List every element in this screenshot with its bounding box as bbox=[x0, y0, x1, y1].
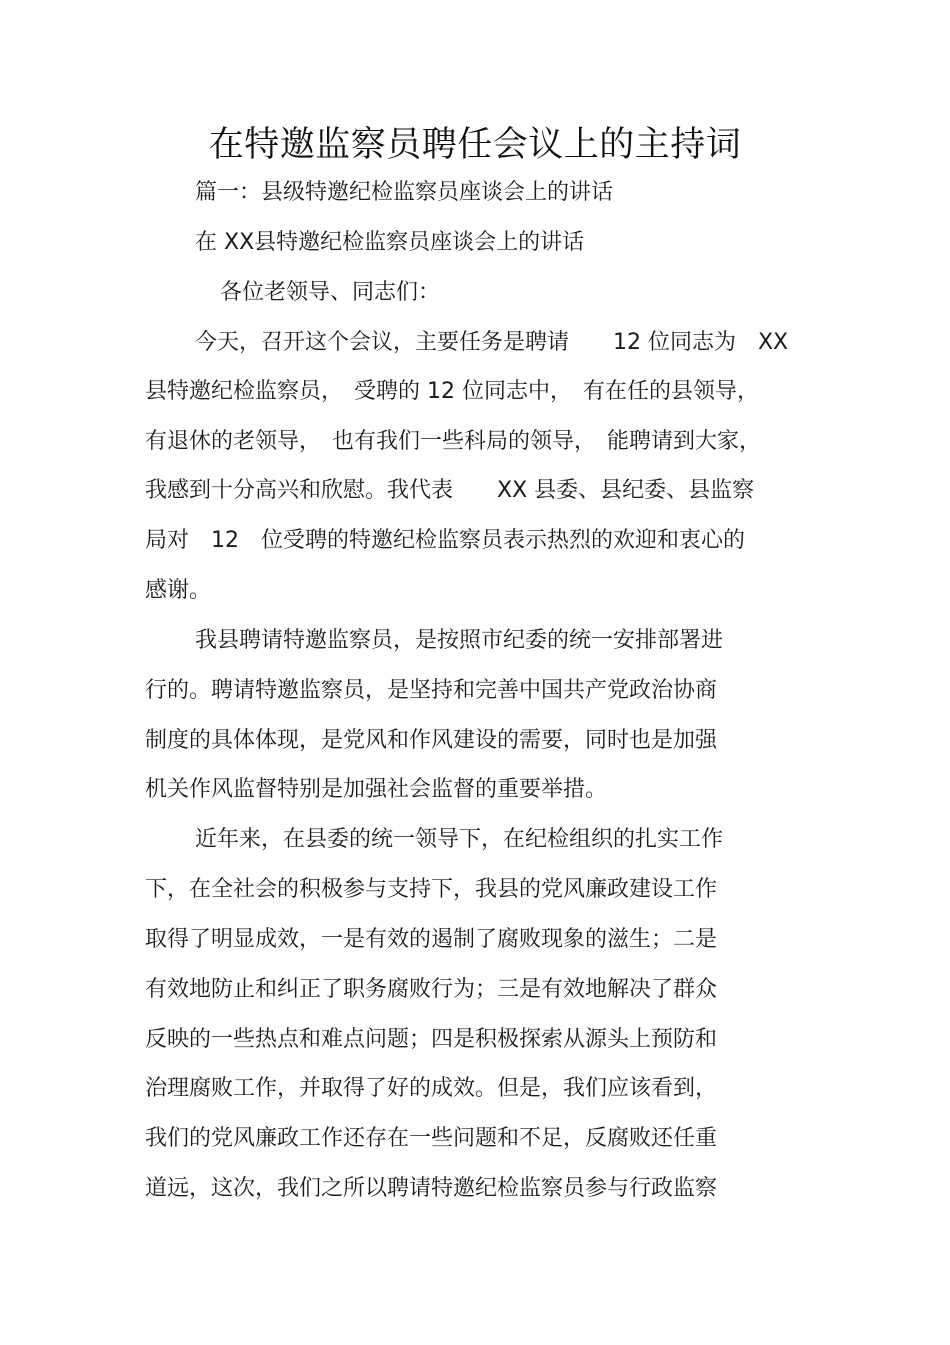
paragraph-line: 治理腐败工作，并取得了好的成效。但是，我们应该看到， bbox=[145, 1076, 718, 1101]
paragraph-line: 反映的一些热点和难点问题；四是积极探索从源头上预防和 bbox=[145, 1027, 718, 1052]
paragraph-line: 道远，这次，我们之所以聘请特邀纪检监察员参与行政监察 bbox=[145, 1176, 718, 1201]
paragraph-line: 有效地防止和纠正了职务腐败行为；三是有效地解决了群众 bbox=[145, 977, 718, 1002]
paragraph-line: 有退休的老领导， 也有我们一些科局的领导， 能聘请到大家， bbox=[145, 429, 762, 454]
paragraph-line: 今天，召开这个会议，主要任务是聘请 12 位同志为 XX bbox=[195, 330, 789, 355]
document-title: 在特邀监察员聘任会议上的主持词 bbox=[208, 125, 742, 165]
paragraph-line: 下，在全社会的积极参与支持下，我县的党风廉政建设工作 bbox=[145, 877, 718, 902]
paragraph-line: 感谢。 bbox=[145, 578, 212, 603]
paragraph-line: 近年来，在县委的统一领导下，在纪检组织的扎实工作 bbox=[195, 827, 724, 852]
paragraph-line: 局对 12 位受聘的特邀纪检监察员表示热烈的欢迎和衷心的 bbox=[145, 528, 745, 553]
paragraph-line: 我们的党风廉政工作还存在一些问题和不足，反腐败还任重 bbox=[145, 1126, 718, 1151]
salutation: 各位老领导、同志们： bbox=[220, 280, 441, 305]
speech-title: 在 XX县特邀纪检监察员座谈会上的讲话 bbox=[195, 230, 585, 255]
paragraph-line: 行的。聘请特邀监察员，是坚持和完善中国共产党政治协商 bbox=[145, 678, 718, 703]
paragraph-line: 制度的具体体现，是党风和作风建设的需要，同时也是加强 bbox=[145, 728, 718, 753]
paragraph-line: 取得了明显成效，一是有效的遏制了腐败现象的滋生；二是 bbox=[145, 927, 718, 952]
paragraph-line: 我感到十分高兴和欣慰。我代表 XX 县委、县纪委、县监察 bbox=[145, 478, 755, 503]
paragraph-line: 县特邀纪检监察员， 受聘的 12 位同志中， 有在任的县领导， bbox=[145, 379, 759, 404]
paragraph-line: 我县聘请特邀监察员，是按照市纪委的统一安排部署进 bbox=[195, 628, 724, 653]
subtitle: 篇一：县级特邀纪检监察员座谈会上的讲话 bbox=[195, 180, 614, 205]
paragraph-line: 机关作风监督特别是加强社会监督的重要举措。 bbox=[145, 777, 608, 802]
